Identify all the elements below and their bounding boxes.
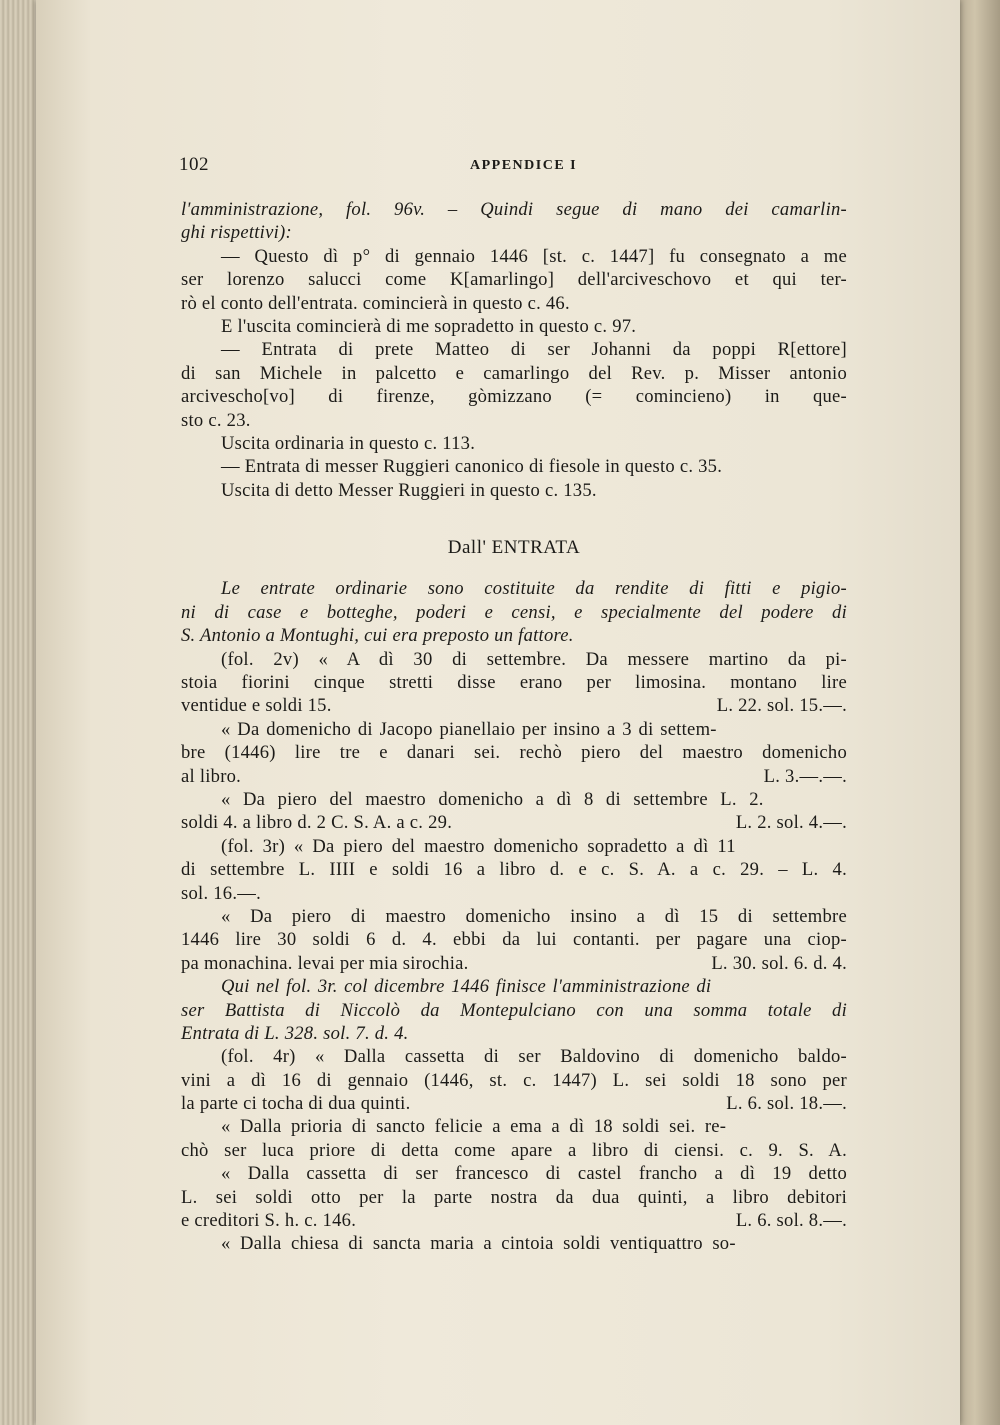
- amount: L. 3.—.—.: [763, 765, 847, 787]
- line-text: (fol. 3r) « Da piero del maestro domenicho sopradetto a dì 11: [221, 835, 736, 857]
- text-line: [181, 788, 847, 811]
- text-line: [181, 905, 847, 928]
- text-line: [181, 671, 847, 694]
- text-line: [181, 1209, 847, 1232]
- line-text: « Da domenicho di Jacopo pianellaio per insino a 3 di settem-: [221, 718, 717, 740]
- text-line: [181, 694, 847, 717]
- text-line: [181, 338, 847, 361]
- line-text: (fol. 2v) « A dì 30 di settembre. Da messere martino da pi-: [221, 648, 847, 670]
- line-text: la parte ci tocha di dua quinti.: [181, 1093, 411, 1115]
- line-text: Qui nel fol. 3r. col dicembre 1446 finisce l'amministrazione di: [221, 976, 712, 998]
- text-line: [181, 624, 847, 647]
- line-text: ni di case e botteghe, poderi e censi, e specialmente del podere di: [181, 601, 847, 623]
- line-text: pa monachina. levai per mia sirochia.: [181, 952, 469, 974]
- running-head: APPENDICE I: [470, 158, 578, 173]
- text-line: [181, 362, 847, 385]
- text-line: [181, 952, 847, 975]
- line-text: bre (1446) lire tre e danari sei. rechò piero del maestro domenicho: [181, 742, 847, 764]
- text-line: [181, 455, 847, 478]
- text-line: [181, 1139, 847, 1162]
- line-text: ser Battista di Niccolò da Montepulciano con una somma totale di: [181, 999, 847, 1021]
- text-line: [181, 315, 847, 338]
- text-line: [181, 601, 847, 624]
- text-line: [181, 1115, 847, 1138]
- text-line: [181, 577, 847, 600]
- text-line: [181, 1045, 847, 1068]
- text-line: [181, 432, 847, 455]
- intro-paragraphs: [181, 198, 847, 502]
- text-line: [181, 975, 847, 998]
- line-text: Entrata di L. 328. sol. 7. d. 4.: [181, 1022, 409, 1044]
- line-text: — Entrata di prete Matteo di ser Johanni da poppi R[ettore]: [221, 339, 847, 361]
- line-text: — Entrata di messer Ruggieri canonico di fiesole in questo c. 35.: [221, 456, 723, 478]
- line-text: « Dalla chiesa di sancta maria a cintoia soldi ventiquattro so-: [221, 1233, 736, 1255]
- text-line: [181, 1162, 847, 1185]
- page-body: [181, 198, 847, 1256]
- text-line: [181, 385, 847, 408]
- line-text: — Questo dì p° di gennaio 1446 [st. c. 1447] fu consegnato a me: [221, 245, 847, 267]
- line-text: ghi rispettivi):: [181, 222, 292, 244]
- text-line: [181, 765, 847, 788]
- line-text: Uscita ordinaria in questo c. 113.: [221, 432, 476, 454]
- amount: L. 6. sol. 8.—.: [735, 1210, 847, 1232]
- text-line: [181, 718, 847, 741]
- book-right-edge: [958, 0, 1000, 1425]
- line-text: « Dalla cassetta di ser francesco di castel francho a dì 19 detto: [221, 1163, 847, 1185]
- line-text: e creditori S. h. c. 146.: [181, 1210, 357, 1232]
- amount: L. 2. sol. 4.—.: [735, 812, 847, 834]
- text-line: [181, 198, 847, 221]
- line-text: arcivescho[vo] di firenze, gòmizzano (= comincieno) in que-: [181, 386, 847, 408]
- text-line: [181, 409, 847, 432]
- text-line: [181, 245, 847, 268]
- text-line: [181, 268, 847, 291]
- line-text: ventidue e soldi 15.: [181, 695, 332, 717]
- line-text: soldi 4. a libro d. 2 C. S. A. a c. 29.: [181, 812, 453, 834]
- line-text: di settembre L. IIII e soldi 16 a libro d. e c. S. A. a c. 29. – L. 4.: [181, 859, 847, 881]
- line-text: (fol. 4r) « Dalla cassetta di ser Baldovino di domenicho baldo-: [221, 1046, 847, 1068]
- line-text: E l'uscita comincierà di me sopradetto in questo c. 97.: [221, 315, 637, 337]
- amount: L. 30. sol. 6. d. 4.: [711, 952, 847, 974]
- text-line: [181, 1069, 847, 1092]
- text-line: [181, 811, 847, 834]
- line-text: ser lorenzo salucci come K[amarlingo] dell'arciveschovo et qui ter-: [181, 269, 847, 291]
- line-text: « Da piero di maestro domenicho insino a dì 15 di settembre: [221, 905, 847, 927]
- line-text: di san Michele in palcetto e camarlingo del Rev. p. Misser antonio: [181, 362, 847, 384]
- line-text: stoia fiorini cinque stretti disse erano per limosina. montano lire: [181, 672, 847, 694]
- text-line: [181, 1092, 847, 1115]
- line-text: chò ser luca priore di detta come apare a libro di ciensi. c. 9. S. A.: [181, 1139, 847, 1161]
- section-paragraphs: [181, 577, 847, 1255]
- line-text: rò el conto dell'entrata. comincierà in questo c. 46.: [181, 292, 570, 314]
- text-line: [181, 928, 847, 951]
- line-text: vini a dì 16 di gennaio (1446, st. c. 1447) L. sei soldi 18 sono per: [181, 1069, 847, 1091]
- text-line: [181, 1232, 847, 1255]
- amount: L. 22. sol. 15.—.: [716, 695, 847, 717]
- line-text: sol. 16.—.: [181, 882, 261, 904]
- line-text: 1446 lire 30 soldi 6 d. 4. ebbi da lui contanti. per pagare una ciop-: [181, 929, 847, 951]
- text-line: [181, 999, 847, 1022]
- page-number: 102: [179, 154, 209, 175]
- text-line: [181, 882, 847, 905]
- text-line: [181, 1022, 847, 1045]
- line-text: Uscita di detto Messer Ruggieri in questo c. 135.: [221, 479, 597, 501]
- line-text: Le entrate ordinarie sono costituite da rendite di fitti e pigio-: [221, 578, 847, 600]
- line-text: « Da piero del maestro domenicho a dì 8 di settembre L. 2.: [221, 788, 764, 810]
- text-line: [181, 741, 847, 764]
- section-heading: Dall' ENTRATA: [447, 537, 581, 559]
- line-text: sto c. 23.: [181, 409, 251, 431]
- line-text: L. sei soldi otto per la parte nostra da dua quinti, a libro debitori: [181, 1186, 847, 1208]
- text-line: [181, 479, 847, 502]
- line-text: al libro.: [181, 765, 242, 787]
- amount: L. 6. sol. 18.—.: [726, 1093, 847, 1115]
- book-page-edges: [0, 0, 40, 1425]
- line-text: l'amministrazione, fol. 96v. – Quindi segue di mano dei camarlin-: [181, 199, 847, 220]
- text-line: [181, 221, 847, 244]
- text-line: [181, 858, 847, 881]
- text-line: [181, 835, 847, 858]
- text-line: [181, 648, 847, 671]
- text-line: [181, 1186, 847, 1209]
- text-line: [181, 292, 847, 315]
- line-text: « Dalla prioria di sancto felicie a ema a dì 18 soldi sei. re-: [221, 1116, 727, 1138]
- line-text: S. Antonio a Montughi, cui era preposto un fattore.: [181, 625, 574, 647]
